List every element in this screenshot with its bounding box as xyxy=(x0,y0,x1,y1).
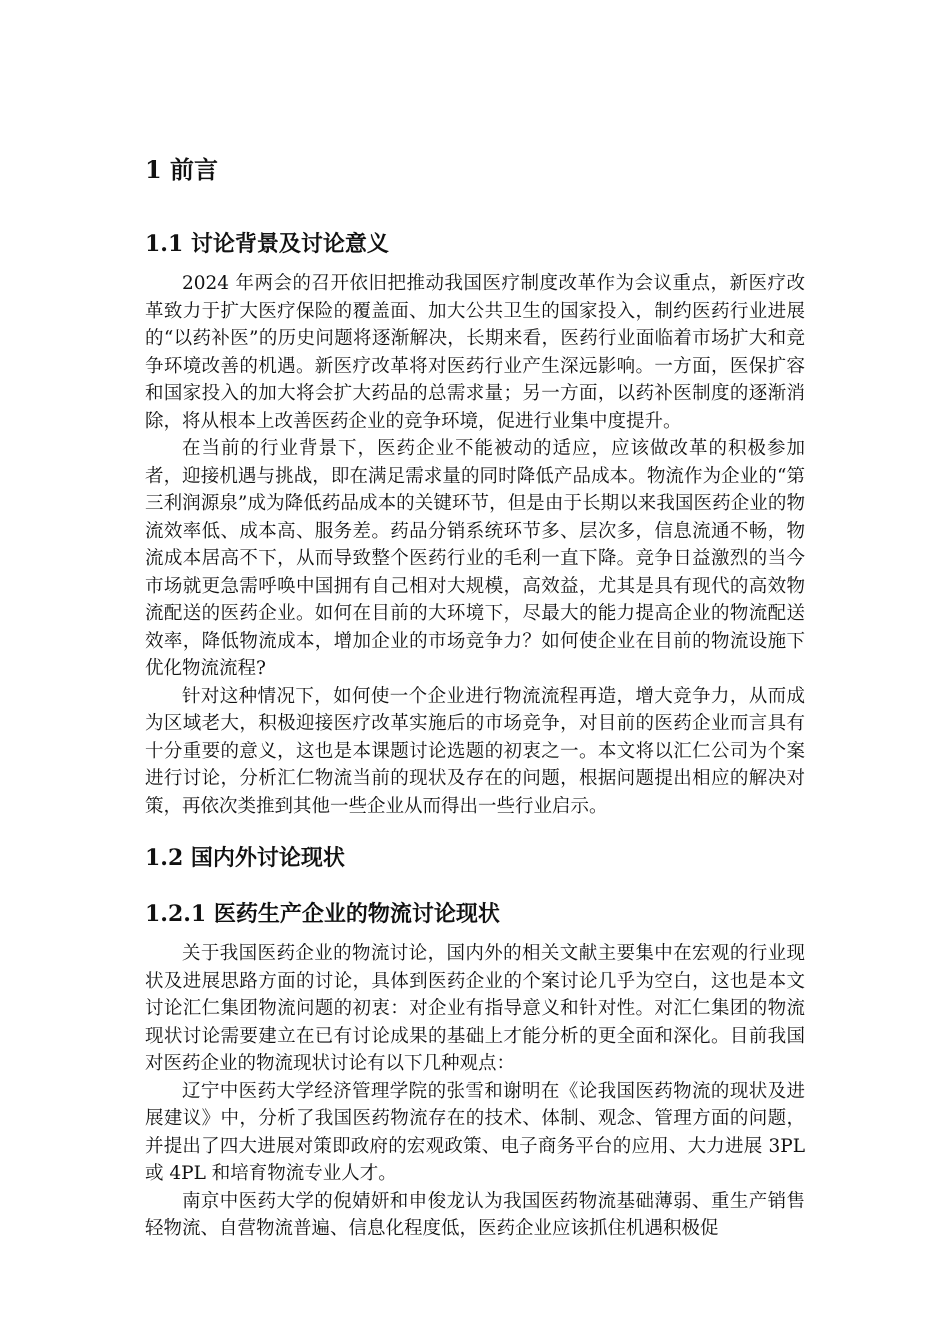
paragraph: 关于我国医药企业的物流讨论，国内外的相关文献主要集中在宏观的行业现状及进展思路方面的讨论，具体到医药企业的个案讨论几乎为空白，这也是本文讨论汇仁集团物流问题的初衷：对企业有指导意义和针对性。对汇仁集团的物流现状讨论需要建立在已有讨论成果的基础上才能分析的更全面和深化。目前我国对医药企业的物流现状讨论有以下几种观点： xyxy=(145,943,805,1074)
paragraph: 2024 年两会的召开依旧把推动我国医疗制度改革作为会议重点，新医疗改革致力于扩大医疗保险的覆盖面、加大公共卫生的国家投入，制约医药行业进展的“以药补医”的历史问题将逐渐解决，长期来看，医药行业面临着市场扩大和竞争环境改善的机遇。新医疗改革将对医药行业产生深远影响。一方面，医保扩容和国家投入的加大将会扩大药品的总需求量；另一方面，以药补医制度的逐渐消除，将从根本上改善医药企业的竞争环境，促进行业集中度提升。 xyxy=(145,273,805,432)
paragraph: 南京中医药大学的倪婧妍和申俊龙认为我国医药物流基础薄弱、重生产销售轻物流、自营物流普遍、信息化程度低，医药企业应该抓住机遇积极促 xyxy=(145,1190,805,1239)
document-page xyxy=(145,150,805,1243)
section-1-2-heading: 1.2 国内外讨论现状 xyxy=(145,845,345,871)
chapter-title: 1 前言 xyxy=(145,155,219,184)
section-1-2-1-body xyxy=(145,940,805,1243)
paragraph: 辽宁中医药大学经济管理学院的张雪和谢明在《论我国医药物流的现状及进展建议》中，分析了我国医药物流存在的技术、体制、观念、管理方面的问题，并提出了四大进展对策即政府的宏观政策、电子商务平台的应用、大力进展 3PL 或 4PL 和培育物流专业人才。 xyxy=(145,1080,805,1184)
paragraph: 在当前的行业背景下，医药企业不能被动的适应，应该做改革的积极参加者，迎接机遇与挑战，即在满足需求量的同时降低产品成本。物流作为企业的“第三利润源泉”成为降低药品成本的关键环节，但是由于长期以来我国医药企业的物流效率低、成本高、服务差。药品分销系统环节多、层次多，信息流通不畅，物流成本居高不下，从而导致整个医药行业的毛利一直下降。竞争日益激烈的当今市场就更急需呼唤中国拥有自己相对大规模，高效益，尤其是具有现代的高效物流配送的医药企业。如何在目前的大环境下，尽最大的能力提高企业的物流配送效率，降低物流成本，增加企业的市场竞争力？如何使企业在目前的物流设施下优化物流流程? xyxy=(145,438,805,679)
section-1-2-1-heading: 1.2.1 医药生产企业的物流讨论现状 xyxy=(145,901,500,927)
section-1-1-body xyxy=(145,270,805,820)
paragraph: 针对这种情况下，如何使一个企业进行物流流程再造，增大竞争力，从而成为区域老大，积极迎接医疗改革实施后的市场竞争，对目前的医药企业而言具有十分重要的意义，这也是本课题讨论选题的初衷之一。本文将以汇仁公司为个案进行讨论，分析汇仁物流当前的现状及存在的问题，根据问题提出相应的解决对策，再依次类推到其他一些企业从而得出一些行业启示。 xyxy=(145,685,805,817)
section-1-1-heading: 1.1 讨论背景及讨论意义 xyxy=(145,231,389,257)
